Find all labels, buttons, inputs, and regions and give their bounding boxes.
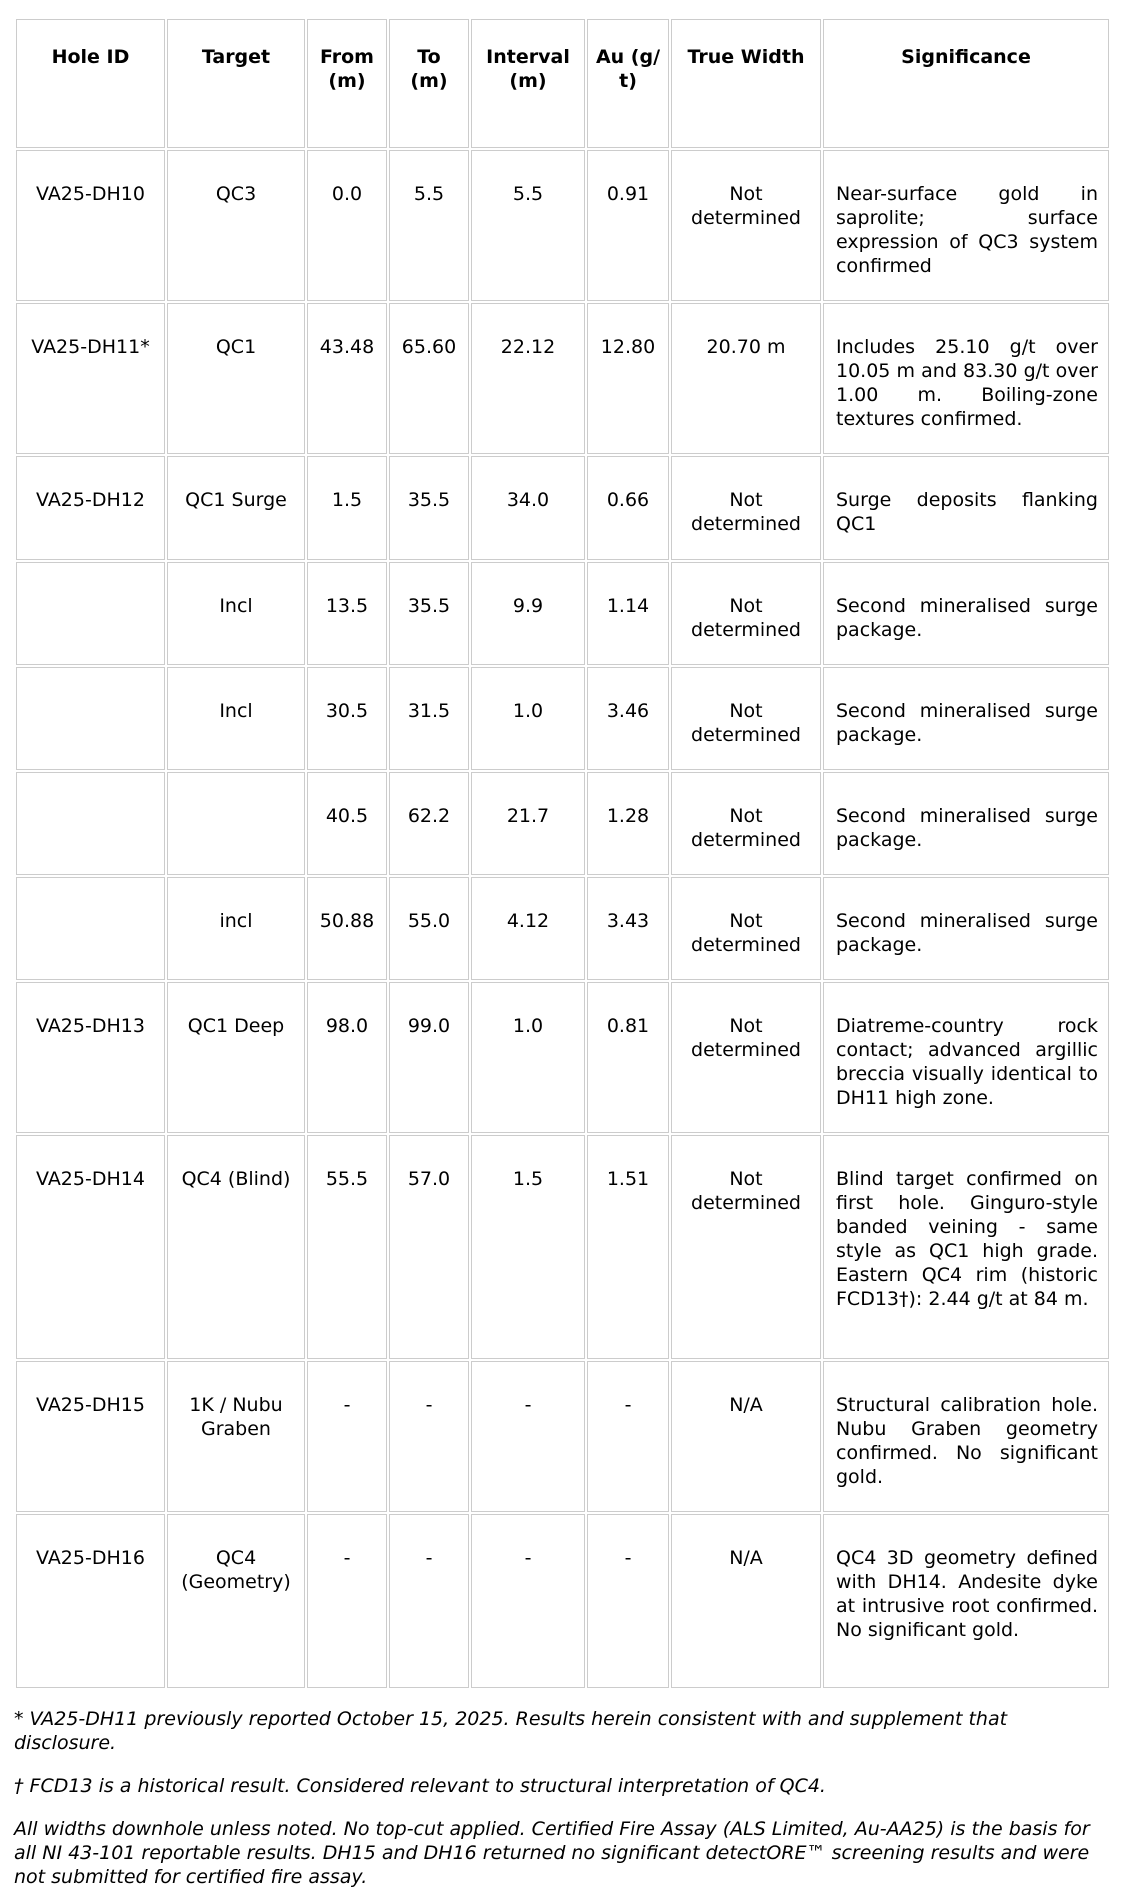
cell-from: 55.5 — [307, 1135, 387, 1359]
table-row — [16, 150, 1109, 301]
drill-results-table — [14, 17, 1111, 1690]
cell-significance: Includes 25.10 g/t over 10.05 m and 83.30 g/t over 1.00 m. Boiling-zone textures confirmed. — [823, 303, 1109, 454]
cell-hole-id: VA25-DH14 — [16, 1135, 165, 1359]
header-from: From (m) — [307, 19, 387, 148]
cell-interval: 1.0 — [471, 982, 585, 1133]
cell-au: 1.28 — [587, 772, 669, 875]
cell-target — [167, 772, 305, 875]
cell-hole-id: VA25-DH16 — [16, 1514, 165, 1688]
table-row — [16, 877, 1109, 980]
cell-au: 12.80 — [587, 303, 669, 454]
cell-true-width: 20.70 m — [671, 303, 821, 454]
cell-au: 0.91 — [587, 150, 669, 301]
footnote-dh11: * VA25-DH11 previously reported October 15, 2025. Results herein consistent with and supplement that disclosure. — [14, 1708, 1008, 1754]
table-row — [16, 772, 1109, 875]
cell-au: 3.43 — [587, 877, 669, 980]
header-hole-id: Hole ID — [16, 19, 165, 148]
cell-hole-id — [16, 667, 165, 770]
cell-hole-id: VA25-DH15 — [16, 1361, 165, 1512]
cell-to: 35.5 — [389, 456, 469, 560]
cell-interval: 1.5 — [471, 1135, 585, 1359]
header-significance: Significance — [823, 19, 1109, 148]
cell-au: - — [587, 1514, 669, 1688]
cell-significance: Near-surface gold in saprolite; surface expression of QC3 system confirmed — [823, 150, 1109, 301]
table-row — [16, 1514, 1109, 1688]
cell-target: 1K / Nubu Graben — [167, 1361, 305, 1512]
cell-from: 30.5 — [307, 667, 387, 770]
cell-from: 0.0 — [307, 150, 387, 301]
cell-to: 35.5 — [389, 562, 469, 665]
header-au: Au (g/ t) — [587, 19, 669, 148]
cell-from: 43.48 — [307, 303, 387, 454]
header-true-width: True Width — [671, 19, 821, 148]
cell-hole-id: VA25-DH13 — [16, 982, 165, 1133]
cell-au: 1.14 — [587, 562, 669, 665]
cell-target: Incl — [167, 562, 305, 665]
cell-true-width: Not determined — [671, 877, 821, 980]
cell-from: 50.88 — [307, 877, 387, 980]
cell-au: 1.51 — [587, 1135, 669, 1359]
cell-from: 98.0 — [307, 982, 387, 1133]
cell-from: 40.5 — [307, 772, 387, 875]
cell-interval: 9.9 — [471, 562, 585, 665]
table-row — [16, 667, 1109, 770]
cell-significance: Second mineralised surge package. — [823, 667, 1109, 770]
cell-hole-id — [16, 562, 165, 665]
table-row — [16, 303, 1109, 454]
cell-interval: 21.7 — [471, 772, 585, 875]
cell-true-width: Not determined — [671, 1135, 821, 1359]
cell-target: QC4 (Blind) — [167, 1135, 305, 1359]
cell-interval: 22.12 — [471, 303, 585, 454]
cell-true-width: Not determined — [671, 772, 821, 875]
table-row — [16, 1361, 1109, 1512]
cell-target: QC3 — [167, 150, 305, 301]
table-header-row — [16, 19, 1109, 148]
cell-true-width: N/A — [671, 1361, 821, 1512]
cell-significance: Blind target confirmed on first hole. Ginguro-style banded veining - same style as QC1 high grade. Eastern QC4 rim (historic FCD13†): 2.44 g/t at 84 m. — [823, 1135, 1109, 1359]
cell-au: 0.66 — [587, 456, 669, 560]
table-row — [16, 982, 1109, 1133]
cell-interval: 1.0 — [471, 667, 585, 770]
cell-interval: 5.5 — [471, 150, 585, 301]
cell-au: 0.81 — [587, 982, 669, 1133]
cell-to: 62.2 — [389, 772, 469, 875]
cell-hole-id: VA25-DH12 — [16, 456, 165, 560]
table-row — [16, 1135, 1109, 1359]
cell-significance: QC4 3D geometry defined with DH14. Andesite dyke at intrusive root confirmed. No significant gold. — [823, 1514, 1109, 1688]
cell-interval: - — [471, 1514, 585, 1688]
cell-hole-id — [16, 772, 165, 875]
cell-to: 57.0 — [389, 1135, 469, 1359]
cell-au: 3.46 — [587, 667, 669, 770]
cell-hole-id: VA25-DH10 — [16, 150, 165, 301]
cell-significance: Second mineralised surge package. — [823, 772, 1109, 875]
cell-hole-id: VA25-DH11* — [16, 303, 165, 454]
header-interval: Interval (m) — [471, 19, 585, 148]
table-row — [16, 562, 1109, 665]
cell-target: QC4 (Geometry) — [167, 1514, 305, 1688]
table-row — [16, 456, 1109, 560]
cell-from: - — [307, 1361, 387, 1512]
cell-significance: Second mineralised surge package. — [823, 877, 1109, 980]
cell-to: 99.0 — [389, 982, 469, 1133]
cell-true-width: Not determined — [671, 982, 821, 1133]
footnote-methodology: All widths downhole unless noted. No top-cut applied. Certified Fire Assay (ALS Limited, Au-AA25) is the basis for all NI 43-101 reportable results. DH15 and DH16 returned no significant detectORE™ screening results and were not submitted for certified fire assay. — [14, 1818, 1090, 1888]
cell-from: 13.5 — [307, 562, 387, 665]
cell-au: - — [587, 1361, 669, 1512]
footnotes — [14, 1707, 1107, 1889]
cell-true-width: N/A — [671, 1514, 821, 1688]
cell-true-width: Not determined — [671, 456, 821, 560]
cell-true-width: Not determined — [671, 150, 821, 301]
footnote-fcd13: † FCD13 is a historical result. Considered relevant to structural interpretation of QC4. — [14, 1775, 826, 1797]
cell-target: QC1 Surge — [167, 456, 305, 560]
document-body — [14, 17, 1107, 1889]
cell-target: Incl — [167, 667, 305, 770]
cell-to: 65.60 — [389, 303, 469, 454]
cell-target: QC1 Deep — [167, 982, 305, 1133]
cell-true-width: Not determined — [671, 562, 821, 665]
cell-from: - — [307, 1514, 387, 1688]
cell-interval: 34.0 — [471, 456, 585, 560]
cell-significance: Surge deposits flanking QC1 — [823, 456, 1109, 560]
cell-target: incl — [167, 877, 305, 980]
cell-true-width: Not determined — [671, 667, 821, 770]
cell-significance: Diatreme-country rock contact; advanced argillic breccia visually identical to DH11 high zone. — [823, 982, 1109, 1133]
cell-from: 1.5 — [307, 456, 387, 560]
cell-to: 31.5 — [389, 667, 469, 770]
cell-to: - — [389, 1514, 469, 1688]
cell-interval: 4.12 — [471, 877, 585, 980]
cell-to: 5.5 — [389, 150, 469, 301]
header-to: To (m) — [389, 19, 469, 148]
cell-significance: Second mineralised surge package. — [823, 562, 1109, 665]
header-target: Target — [167, 19, 305, 148]
cell-significance: Structural calibration hole. Nubu Graben geometry confirmed. No significant gold. — [823, 1361, 1109, 1512]
cell-to: 55.0 — [389, 877, 469, 980]
cell-target: QC1 — [167, 303, 305, 454]
cell-to: - — [389, 1361, 469, 1512]
cell-interval: - — [471, 1361, 585, 1512]
cell-hole-id — [16, 877, 165, 980]
